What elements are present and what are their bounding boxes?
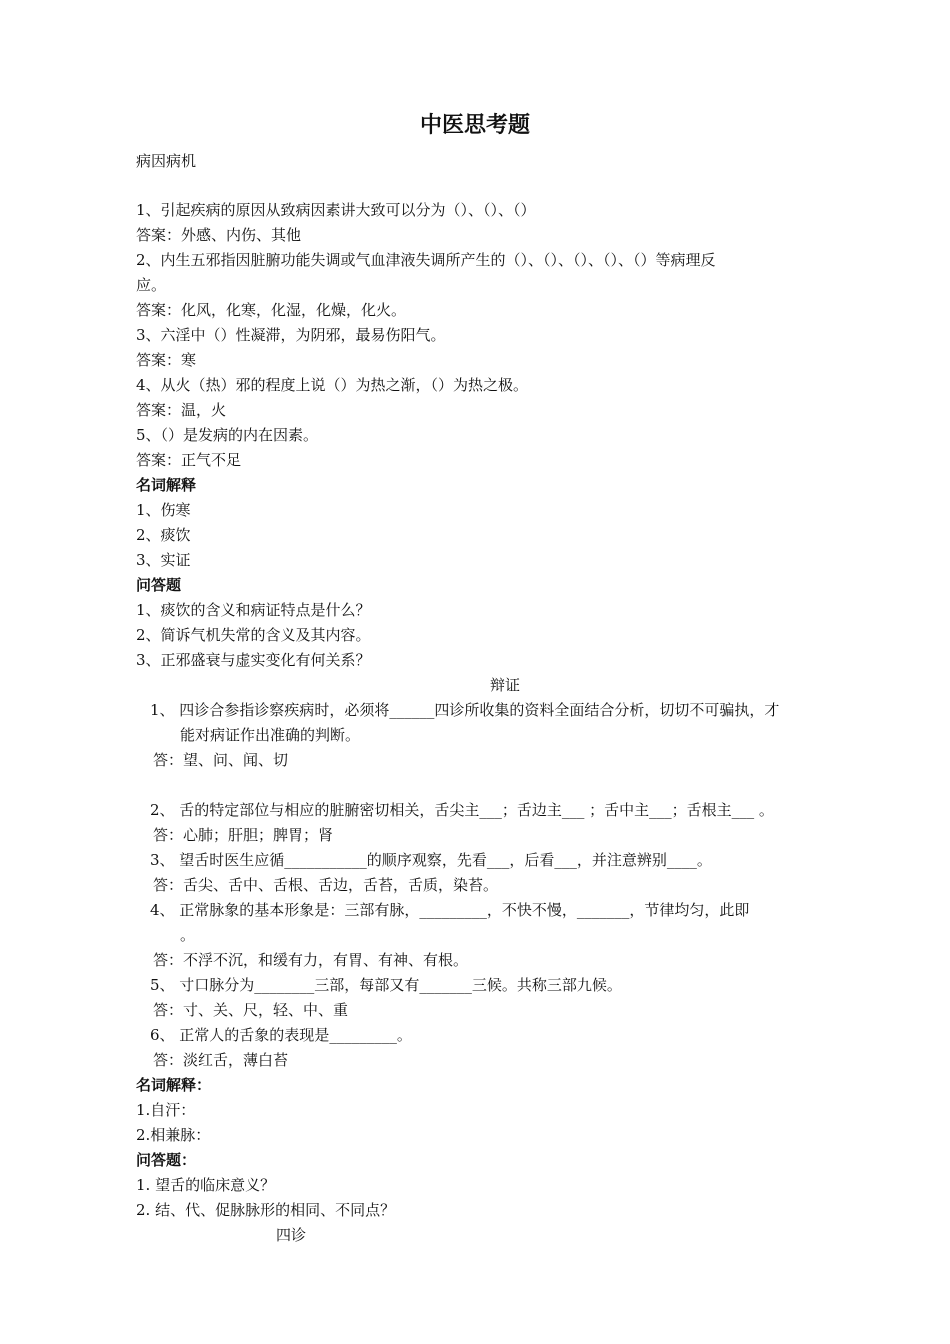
terms-heading: 名词解释： (136, 1076, 212, 1094)
term-item: 1.自汗： (136, 1101, 196, 1119)
syndrome-question-3: 3、 望舌时医生应循___________的顺序观察，先看___，后看___，并注意辨别____。 (150, 851, 712, 869)
term-item: 2、痰饮 (136, 526, 191, 544)
syndrome-question-1-line2: 能对病证作出准确的判断。 (180, 726, 361, 744)
syndrome-answer-6: 答：淡红舌，薄白苔 (153, 1051, 289, 1069)
answer-1: 答案：外感、内伤、其他 (136, 226, 302, 244)
terms-heading: 名词解释 (136, 476, 197, 494)
question-2-line2: 应。 (136, 276, 167, 294)
qa-item: 1、痰饮的含义和病证特点是什么？ (136, 601, 371, 619)
syndrome-answer-3: 答：舌尖、舌中、舌根、舌边，舌苔，舌质，染苔。 (153, 876, 499, 894)
question-2-line1: 2、内生五邪指因脏腑功能失调或气血津液失调所产生的（）、（）、（）、（）、（）等病理反 (136, 251, 716, 269)
question-1: 1、引起疾病的原因从致病因素讲大致可以分为（）、（）、（） (136, 201, 536, 219)
answer-3: 答案：寒 (136, 351, 197, 369)
syndrome-question-2: 2、 舌的特定部位与相应的脏腑密切相关，舌尖主___；舌边主___ ；舌中主___；舌根主___ 。 (150, 801, 774, 819)
syndrome-question-4-line2: 。 (180, 926, 196, 944)
question-5: 5、（）是发病的内在因素。 (136, 426, 319, 444)
term-item: 3、实证 (136, 551, 191, 569)
syndrome-answer-5: 答：寸、关、尺，轻、中、重 (153, 1001, 349, 1019)
qa-item: 2、简诉气机失常的含义及其内容。 (136, 626, 371, 644)
answer-4: 答案：温，火 (136, 401, 227, 419)
qa-heading: 问答题： (136, 1151, 197, 1169)
syndrome-question-1-line1: 1、 四诊合参指诊察疾病时，必须将______四诊所收集的资料全面结合分析，切切不可骗执，才 (150, 701, 780, 719)
syndrome-question-4-line1: 4、 正常脉象的基本形象是：三部有脉，_________，不快不慢，_______，节律均匀，此即 (150, 901, 750, 919)
qa-heading: 问答题 (136, 576, 182, 594)
syndrome-answer-2: 答：心肺；肝胆；脾胃；肾 (153, 826, 334, 844)
qa-item: 1. 望舌的临床意义？ (136, 1176, 276, 1194)
section-heading-etiology: 病因病机 (136, 152, 197, 170)
document-title: 中医思考题 (419, 113, 530, 138)
syndrome-answer-4: 答：不浮不沉，和缓有力，有胃、有神、有根。 (153, 951, 469, 969)
answer-2: 答案：化风，化寒，化湿，化燥，化火。 (136, 301, 407, 319)
section-heading-syndrome: 辩证 (489, 676, 520, 694)
syndrome-question-6: 6、 正常人的舌象的表现是_________。 (150, 1026, 412, 1044)
answer-5: 答案：正气不足 (136, 451, 242, 469)
section-heading-four-diagnostics: 四诊 (276, 1226, 307, 1244)
term-item: 2.相兼脉： (136, 1126, 211, 1144)
qa-item: 2. 结、代、促脉脉形的相同、不同点？ (136, 1201, 396, 1219)
syndrome-question-5: 5、 寸口脉分为________三部，每部又有_______三候。共称三部九候。 (150, 976, 622, 994)
syndrome-answer-1: 答：望、问、闻、切 (153, 751, 289, 769)
term-item: 1、伤寒 (136, 501, 191, 519)
question-3: 3、六淫中（）性凝滞，为阴邪，最易伤阳气。 (136, 326, 446, 344)
question-4: 4、从火（热）邪的程度上说（）为热之渐，（）为热之极。 (136, 376, 529, 394)
qa-item: 3、正邪盛衰与虚实变化有何关系？ (136, 651, 371, 669)
